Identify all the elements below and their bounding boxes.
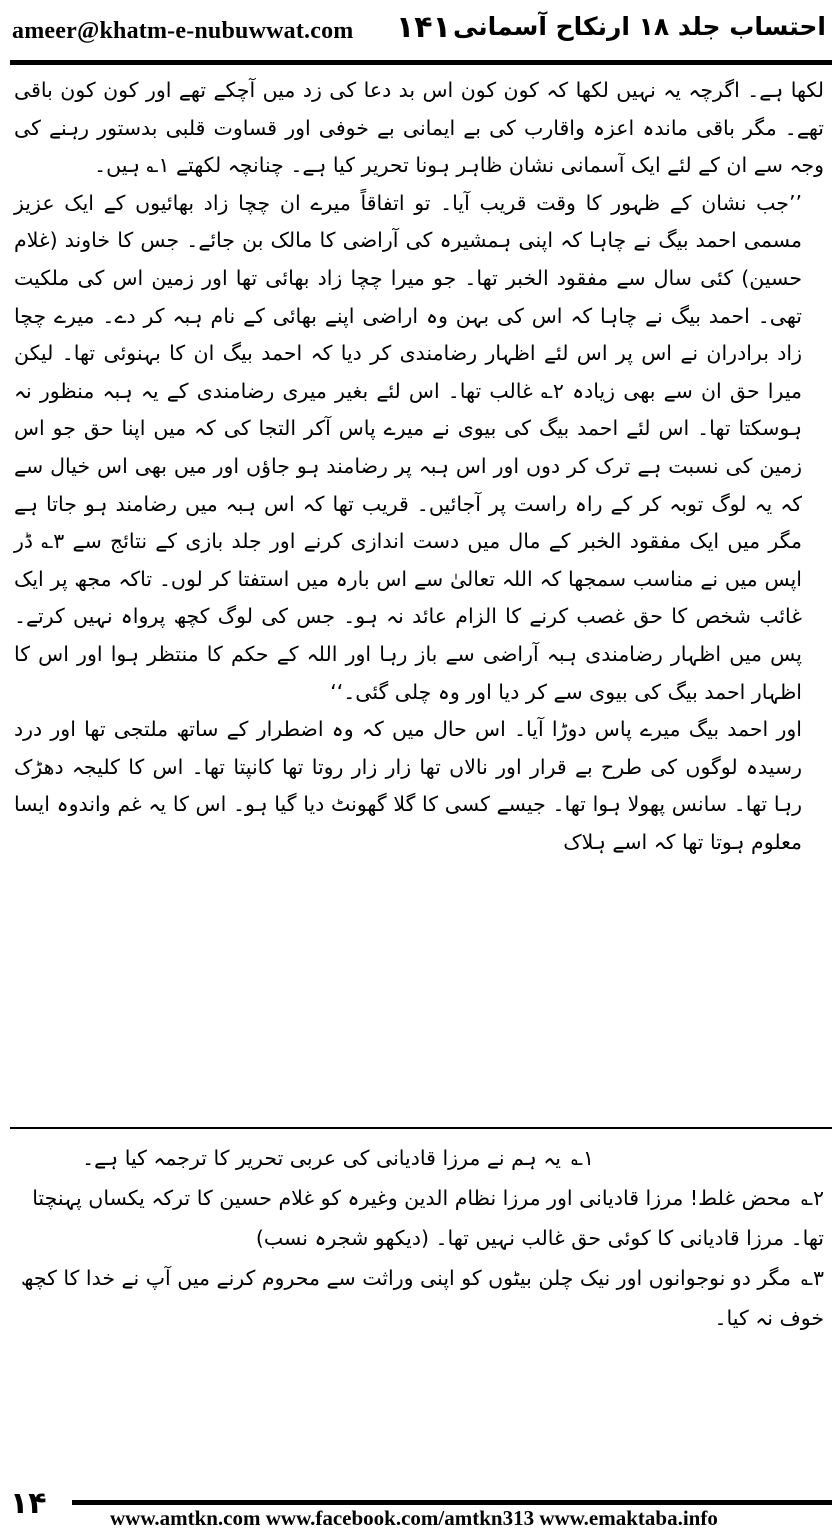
footnote-text: یہ ہم نے مرزا قادیانی کی عربی تحریر کا ترجمہ کیا ہے۔ xyxy=(82,1146,561,1170)
footnote-marker: ۲؎ xyxy=(800,1186,824,1210)
footer-links[interactable]: www.amtkn.com www.facebook.com/amtkn313 www.emaktaba.info xyxy=(110,1506,718,1530)
footer-page-number: ۱۴ xyxy=(10,1486,47,1521)
page-header xyxy=(0,0,840,64)
main-text xyxy=(14,72,824,861)
footnotes xyxy=(14,1138,824,1338)
footnote-1 xyxy=(14,1138,824,1178)
paragraph-intro: لکھا ہے۔ اگرچہ یہ نہیں لکھا کہ کون کون اس بد دعا کی زد میں آچکے تھے اور کون کون باقی تھے۔ مگر باقی ماندہ اعزہ واقارب کی بے ایمانی بے خوفی اور قساوت قلبی بدستور رہنے کی وجہ سے ان کے لئے ایک آسمانی نشان ظاہر ہونا تحریر کیا ہے۔ چنانچہ لکھتے ۱؎ ہیں۔ xyxy=(14,78,824,178)
header-email: ameer@khatm-e-nubuwwat.com xyxy=(12,18,354,44)
footnote-3 xyxy=(14,1258,824,1338)
paragraph-quote: ’’جب نشان کے ظہور کا وقت قریب آیا۔ تو اتفاقاً میرے ان چچا زاد بھائیوں کے ایک عزیز مسمی احمد بیگ نے چاہا کہ اپنی ہمشیرہ کی آراضی کا مالک بن جائے۔ جس کا خاوند (غلام حسین) کئی سال سے مفقود الخبر تھا۔ جو میرا چچا زاد بھائی تھا اور زمین اس کی ملکیت تھی۔ احمد بیگ نے چاہا کہ اس کی بہن وہ اراضی اپنے بھائی کے نام ہبہ کر دے۔ میرے چچا زاد برادران نے اس پر اس لئے اظہار رضامندی کر دیا کہ احمد بیگ ان کا بہنوئی تھا۔ لیکن میرا حق ان سے بھی زیادہ ۲؎ غالب تھا۔ اس لئے بغیر میری رضامندی کے یہ ہبہ منظور نہ ہوسکتا تھا۔ اس لئے احمد بیگ کی بیوی نے میرے پاس آکر التجا کی کہ میں اپنا حق جو اس زمین کی نسبت ہے ترک کر دوں اور اس ہبہ پر رضامند ہو جاؤں اور میں بھی اس خیال سے کہ یہ لوگ توبہ کر کے راہ راست پر آجائیں۔ قریب تھا کہ اس ہبہ میں رضامند ہو جاتا ہے مگر میں ایک مفقود الخبر کے مال میں دست اندازی کرنے اور جلد بازی کے نتائج سے ۳؎ ڈر اپس میں نے مناسب سمجھا کہ اللہ تعالیٰ سے اس بارہ میں استفتا کر لوں۔ تاکہ مجھ پر ایک غائب شخص کا حق غصب کرنے کا الزام عائد نہ ہو۔ جس کی لوگ کچھ پرواہ نہیں کرتے۔ پس میں اظہار رضامندی ہبہ آراضی سے باز رہا اور اللہ کے حکم کا منتظر ہوا اور اس کا اظہار احمد بیگ کی بیوی سے کر دیا اور وہ چلی گئی۔‘‘ xyxy=(14,190,802,704)
footnote-marker: ۳؎ xyxy=(800,1266,824,1290)
header-page-number: ۱۴۱ xyxy=(396,10,451,45)
footnote-text: محض غلط! مرزا قادیانی اور مرزا نظام الدین وغیرہ کو غلام حسین کا ترکہ یکساں پہنچتا تھا۔ مرزا قادیانی کا کوئی حق غالب نہیں تھا۔ (دیکھو شجرہ نسب) xyxy=(32,1186,824,1250)
footer-rule xyxy=(72,1500,832,1505)
footnote-text: مگر دو نوجوانوں اور نیک چلن بیٹوں کو اپنی وراثت سے محروم کرنے میں آپ نے خدا کا کچھ خوف نہ کیا۔ xyxy=(20,1266,824,1330)
footnote-separator xyxy=(10,1127,832,1129)
footnote-2 xyxy=(14,1178,824,1258)
book-title: احتساب جلد ۱۸ ارنکاح آسمانی xyxy=(452,12,826,41)
page-footer xyxy=(0,1480,840,1540)
header-rule xyxy=(10,60,832,65)
paragraph-continuation: اور احمد بیگ میرے پاس دوڑا آیا۔ اس حال میں کہ وہ اضطرار کے ساتھ ملتجی تھا اور درد رسیدہ لوگوں کی طرح بے قرار اور نالاں تھا زار زار روتا تھا کانپتا تھا۔ اس کا کلیجہ دھڑک رہا تھا۔ سانس پھولا ہوا تھا۔ جیسے کسی کا گلا گھونٹ دیا گیا ہو۔ اس کا یہ غم واندوہ ایسا معلوم ہوتا تھا کہ اسے ہلاک xyxy=(14,717,802,854)
footnote-marker: ۱؎ xyxy=(570,1146,594,1170)
